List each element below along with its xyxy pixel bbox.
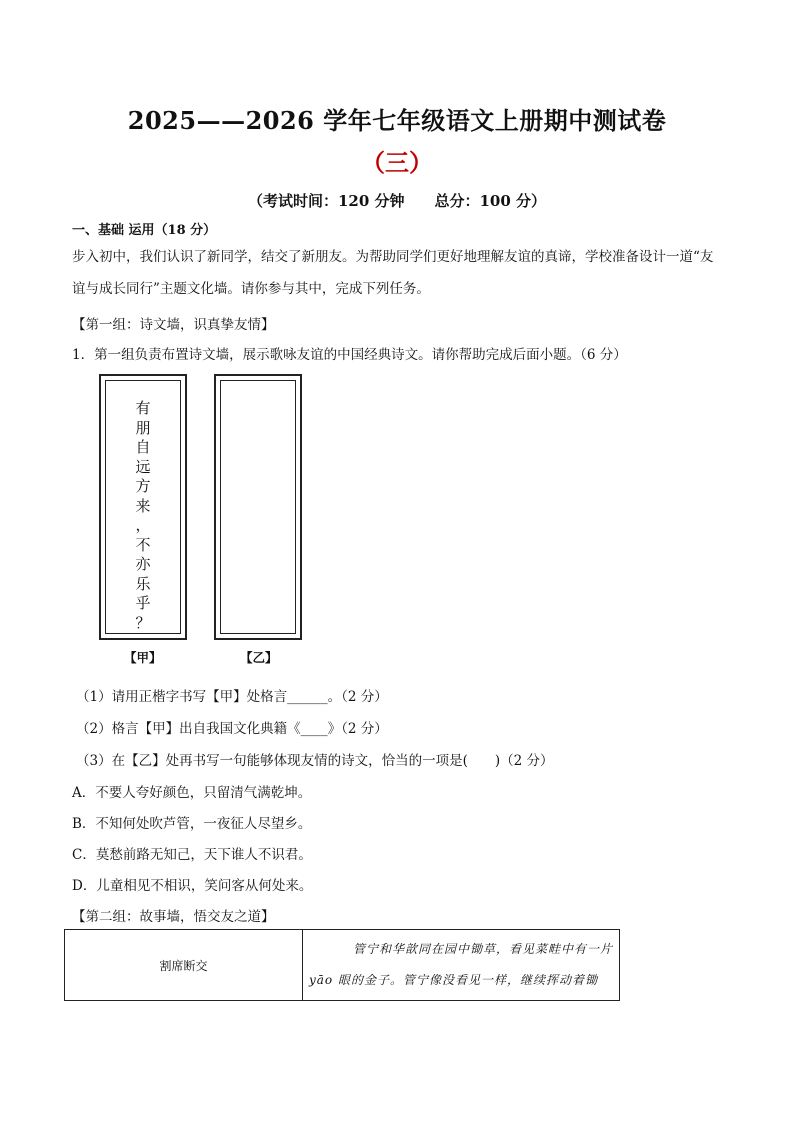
scroll-char: ？ [135,613,151,632]
option-d: D．儿童相见不相识，笑问客从何处来。 [72,878,313,894]
scroll-char: ， [135,516,151,534]
group2-title: 【第二组：故事墙，悟交友之道】 [72,909,275,925]
scroll-yi [214,374,302,640]
scroll-char: 乎 [135,594,151,612]
page-subtitle: （三） [361,148,433,177]
sub-question-2: （2）格言【甲】出自我国文化典籍《____》（2 分） [76,721,388,737]
story-label: 割席断交 [65,930,303,1001]
scroll-char: 方 [135,477,151,495]
caption-yi: 【乙】 [240,650,278,665]
question-1-stem: 1．第一组负责布置诗文墙，展示歌咏友谊的中国经典诗文。请你帮助完成后面小题。（6 分） [72,347,627,363]
caption-jia: 【甲】 [124,650,162,665]
scroll-jia-inner-border [105,380,181,634]
exam-info: （考试时间：120 分钟 总分：100 分） [247,192,547,210]
story-text-line-2: yāo 眼的金子。管宁像没看见一样，继续挥动着锄 [309,973,598,987]
scroll-char: 自 [135,438,151,456]
scroll-jia-text [106,399,180,633]
option-b: B．不知何处吹芦管，一夜征人尽望乡。 [72,816,312,832]
scroll-jia [99,374,187,640]
option-c: C．莫愁前路无知己，天下谁人不识君。 [72,847,312,863]
scroll-char: 亦 [135,555,151,573]
sub-question-3: （3）在【乙】处再书写一句能够体现友情的诗文，恰当的一项是( )（2 分） [76,753,554,769]
story-text [303,930,620,1001]
story-table [64,929,620,1001]
story-text-line-1: 管宁和华歆同在园中锄草，看见菜畦中有一片 [352,942,613,956]
group1-title: 【第一组：诗文墙，识真挚友情】 [72,317,275,333]
scroll-char: 不 [135,535,151,554]
scroll-char: 来 [135,496,151,515]
scroll-char: 有 [135,399,151,417]
scroll-char: 朋 [135,418,151,437]
sub-question-1: （1）请用正楷字书写【甲】处格言______。（2 分） [76,689,388,705]
option-a: A．不要人夸好颜色，只留清气满乾坤。 [72,785,312,801]
page-title: 2025——2026 学年七年级语文上册期中测试卷 [127,106,667,135]
table-row [65,930,620,1001]
scroll-yi-inner-border [220,380,296,634]
scroll-char: 远 [135,457,151,476]
scroll-char: 乐 [135,574,151,593]
intro-line-2: 谊与成长同行”主题文化墙。请你参与其中，完成下列任务。 [72,281,430,297]
intro-line-1: 步入初中，我们认识了新同学，结交了新朋友。为帮助同学们更好地理解友谊的真谛，学校准备设计一道“友 [72,249,714,265]
section-heading: 一、基础 运用（18 分） [72,223,217,238]
